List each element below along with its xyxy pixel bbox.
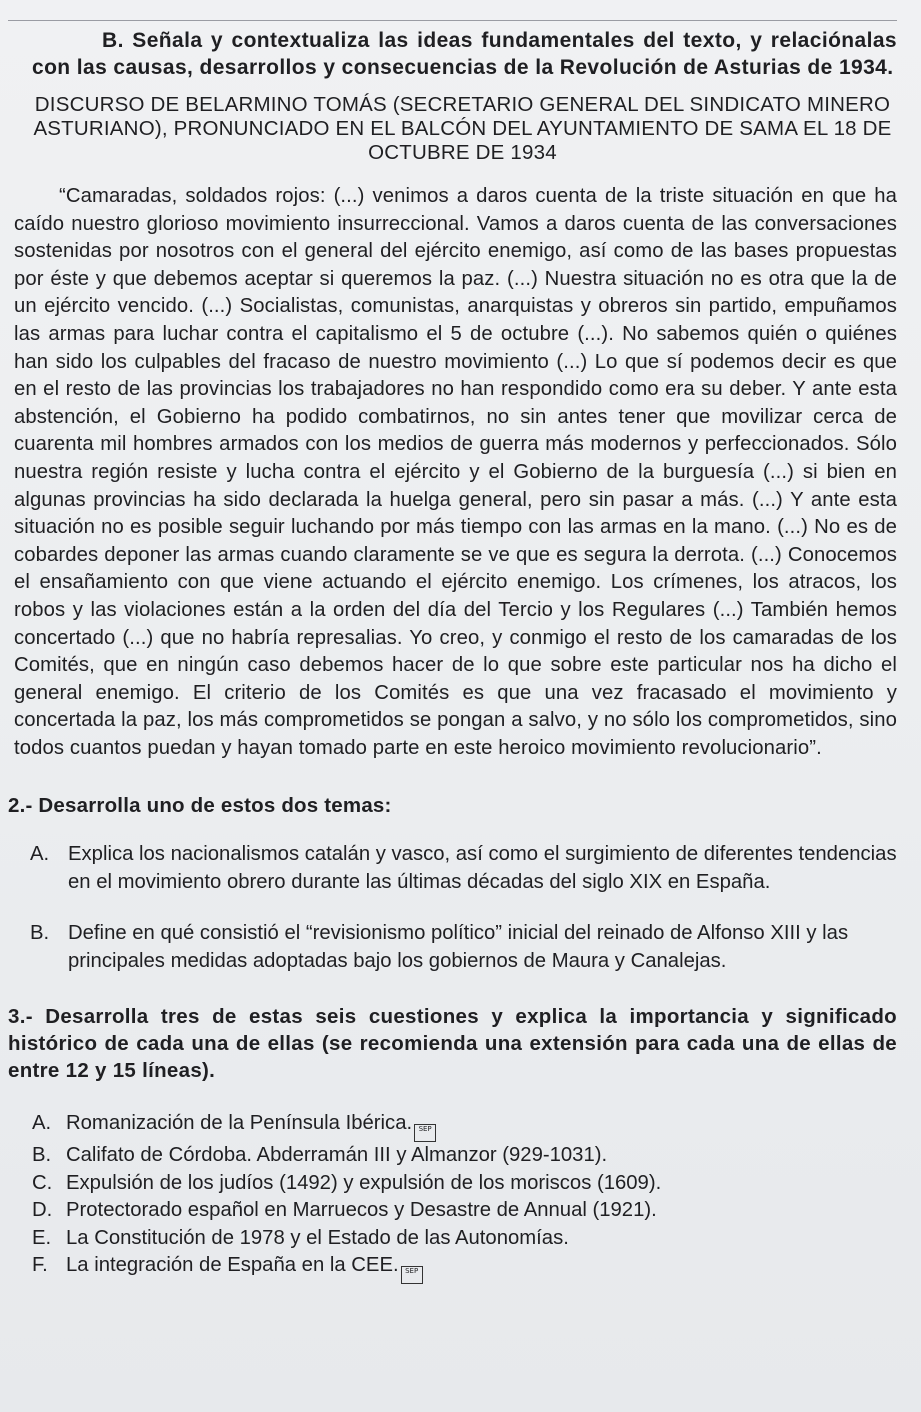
question-text: La integración de España en la CEE. xyxy=(66,1254,399,1277)
question-letter: C. xyxy=(32,1171,53,1194)
topic-letter: B. xyxy=(30,922,50,945)
section1-item-b: B. Señala y contextualiza las ideas fundamentales del texto, y relaciónalas con las causas, desarrollos y consecuencias de la Revolución de Asturias de 1934. xyxy=(32,29,897,79)
topic-letter: A. xyxy=(30,843,50,866)
sep-glyph-icon: SEP xyxy=(414,1124,436,1142)
question-letter: E. xyxy=(32,1226,52,1249)
section3-heading: 3.- Desarrolla tres de estas seis cuestiones y explica la importancia y significado histórico de cada una de ellas (se recomienda una extensión para cada una de ellas de entre 12 y 15 líneas). xyxy=(8,1005,897,1083)
question-text-wrap xyxy=(66,1110,436,1142)
question-item-f xyxy=(32,1252,897,1284)
question-text-wrap xyxy=(66,1252,423,1284)
question-item-c xyxy=(32,1170,897,1197)
question-item-b xyxy=(32,1142,897,1169)
top-rule xyxy=(8,20,897,21)
question-letter: A. xyxy=(32,1112,52,1135)
topic-item-a xyxy=(30,841,897,896)
speech-quote: “Camaradas, soldados rojos: (...) venimos a daros cuenta de la triste situación en que ha caído nuestro glorioso movimiento insurreccional. Vamos a daros cuenta de las conversaciones sostenidas por nosotros con el general del ejército enemigo, así como de las bases propuestas por éste y que debemos aceptar si queremos la paz. (...) Nuestra situación no es otra que la de un ejército vencido. (...) Socialistas, comunistas, anarquistas y obreros sin partido, empuñamos las armas para luchar contra el capitalismo el 5 de octubre (...). No sabemos quién o quiénes han sido los culpables del fracaso de nuestro movimiento (...) Lo que sí podemos decir es que en el resto de las provincias los trabajadores no han respondido como era su deber. Y ante esta abstención, el Gobierno ha podido combatirnos, no sin antes tener que movilizar cerca de cuarenta mil hombres armados con los medios de guerra más modernos y perfeccionados. Sólo nuestra región resiste y lucha contra el ejército y el Gobierno de la burguesía (...) si bien en algunas provincias ha sido declarada la huelga general, pero sin pasar a más. (...) Y ante esta situación no es posible seguir luchando por más tiempo con las armas en la mano. (...) No es de cobardes deponer las armas cuando claramente se ve que es segura la derrota. (...) Conocemos el ensañamiento con que viene actuando el ejército enemigo. Los crímenes, los atracos, los robos y las violaciones están a la orden del día del Tercio y los Regulares (...) También hemos concertado (...) que no habría represalias. Yo creo, y conmigo el resto de los camaradas de los Comités, que en ningún caso debemos hacer de lo que sobre este particular nos ha dicho el general enemigo. El criterio de los Comités es que una vez fracasado el movimiento y concertada la paz, los más comprometidos se pongan a salvo, y no sólo los comprometidos, sino todos cuantos puedan y hayan tomado parte en este heroico movimiento revolucionario”. xyxy=(14,185,897,759)
question-letter: D. xyxy=(32,1199,53,1222)
sep-glyph-icon: SEP xyxy=(401,1266,423,1284)
speech-title: DISCURSO DE BELARMINO TOMÁS (SECRETARIO GENERAL DEL SINDICATO MINERO ASTURIANO), PRONUNCIADO EN EL BALCÓN DEL AYUNTAMIENTO DE SAMA EL 18 DE OCTUBRE DE 1934 xyxy=(33,93,892,164)
question-item-e xyxy=(32,1225,897,1252)
question-letter: F. xyxy=(32,1254,48,1277)
question-text: Romanización de la Península Ibérica. xyxy=(66,1112,413,1135)
question-text: La Constitución de 1978 y el Estado de las Autonomías. xyxy=(66,1226,569,1249)
section2-topics xyxy=(8,841,897,975)
question-item-d xyxy=(32,1197,897,1224)
question-letter: B. xyxy=(32,1144,52,1167)
question-item-a xyxy=(32,1110,897,1142)
topic-item-b xyxy=(30,920,897,975)
section2-heading: 2.- Desarrolla uno de estos dos temas: xyxy=(8,794,392,818)
question-text: Expulsión de los judíos (1492) y expulsión de los moriscos (1609). xyxy=(66,1171,662,1194)
question-text: Protectorado español en Marruecos y Desastre de Annual (1921). xyxy=(66,1199,657,1222)
question-text: Califato de Córdoba. Abderramán III y Almanzor (929-1031). xyxy=(66,1144,608,1167)
topic-text: Define en qué consistió el “revisionismo político” inicial del reinado de Alfonso XIII y las principales medidas adoptadas bajo los gobiernos de Maura y Canalejas. xyxy=(68,922,849,972)
topic-text: Explica los nacionalismos catalán y vasco, así como el surgimiento de diferentes tendencias en el movimiento obrero durante las últimas décadas del siglo XIX en España. xyxy=(68,843,897,893)
section3-questions xyxy=(8,1110,897,1284)
